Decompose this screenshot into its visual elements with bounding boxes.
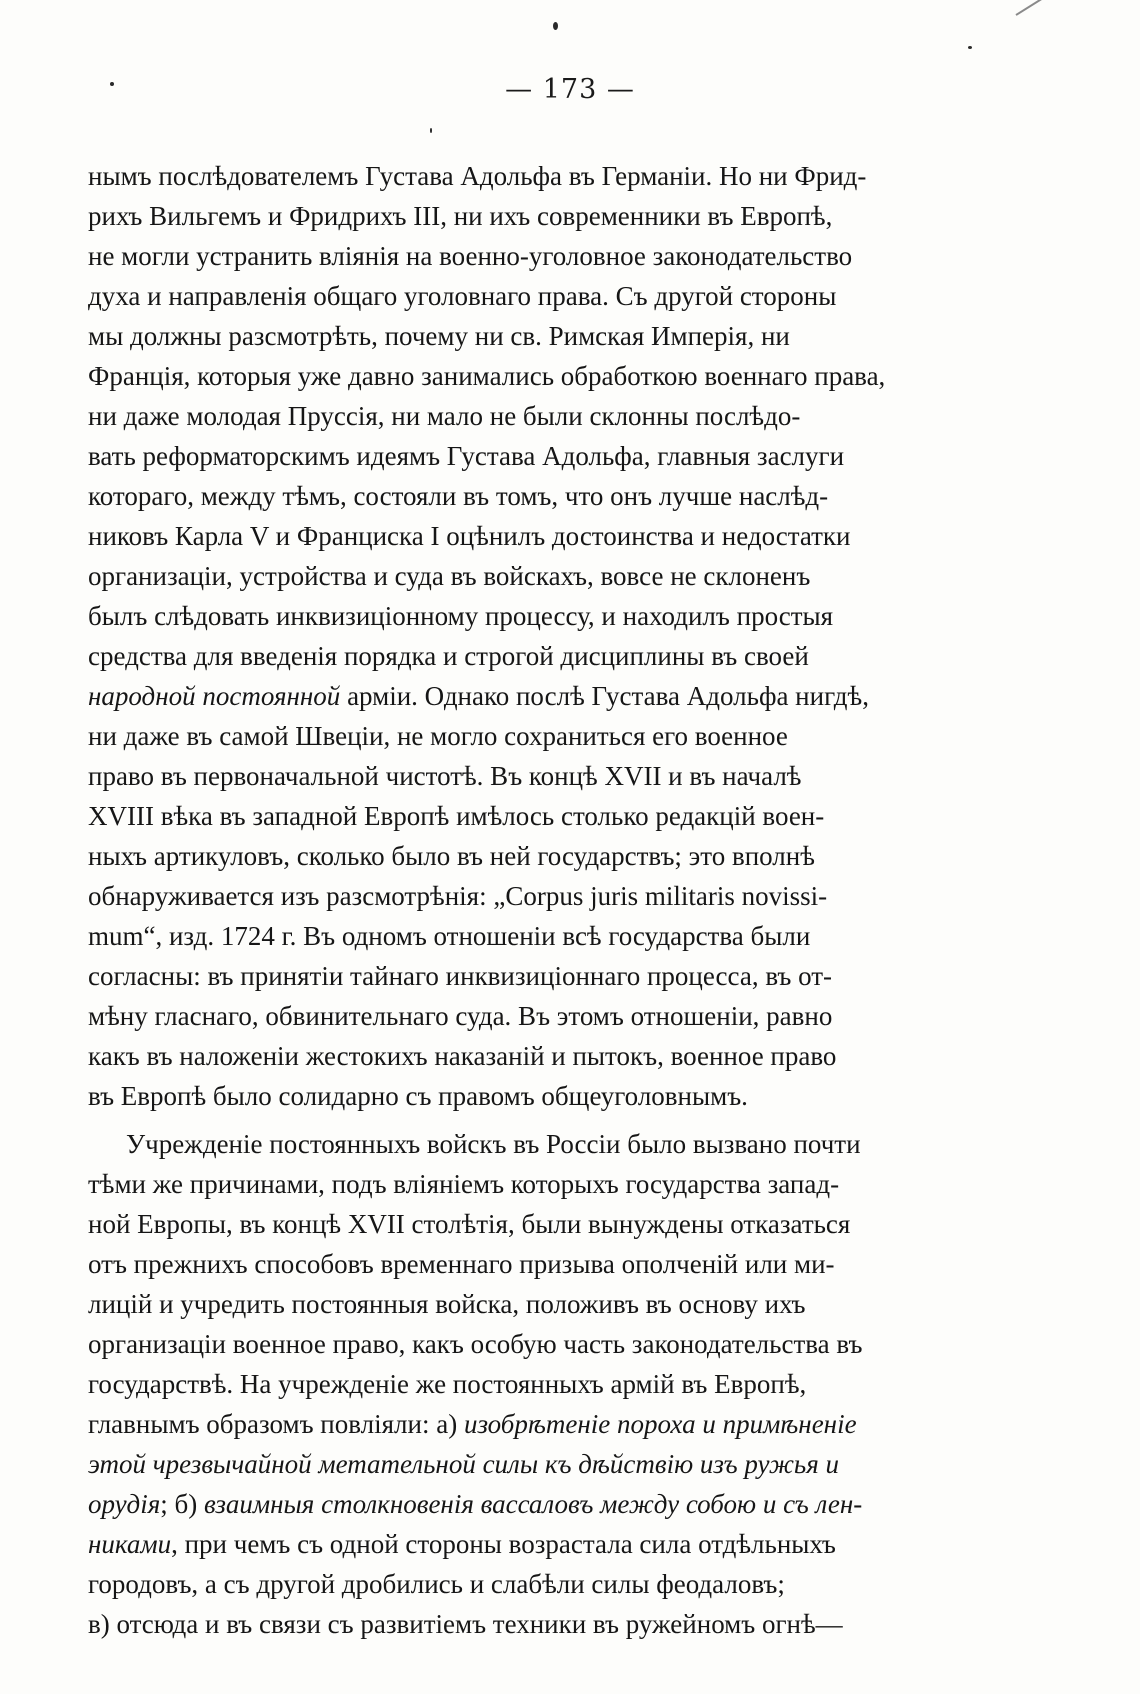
italic-phrase: народной постоянной [88,681,341,711]
scan-speck [968,46,972,49]
text-line: право въ первоначальной чистотѣ. Въ концѣ XVII и въ началѣ [88,761,802,791]
text-line: нымъ послѣдователемъ Густава Адольфа въ Германіи. Но ни Фрид- [88,161,867,191]
text-line: городовъ, а съ другой дробились и слабѣли силы феодаловъ; [88,1569,785,1599]
text-line [88,676,1040,716]
italic-phrase: орудія [88,1489,161,1519]
text-fragment: ; б) [160,1489,198,1519]
text-line: ныхъ артикуловъ, сколько было въ ней государствъ; это вполнѣ [88,841,815,871]
text-line: мы должны разсмотрѣть, почему ни св. Римская Имперія, ни [88,321,790,351]
paragraph-gap [88,1116,1040,1124]
text-line: средства для введенія порядка и строгой дисциплины въ своей [88,641,809,671]
text-line [88,1404,1040,1444]
text-line: согласны: въ принятіи тайнаго инквизиціоннаго процесса, въ от- [88,961,833,991]
scan-speck [430,128,432,133]
italic-phrase: изобрѣтеніе пороха и примѣненіе [463,1409,857,1439]
italic-phrase: этой чрезвычайной метательной силы къ дѣйствію изъ ружья и [88,1449,840,1479]
text-line: организаціи военное право, какъ особую часть законодательства въ [88,1329,863,1359]
text-fragment: главнымъ образомъ повліяли: а) [88,1409,458,1439]
text-line: государствѣ. На учрежденіе же постоянныхъ армій въ Европѣ, [88,1369,807,1399]
text-line: ни даже молодая Пруссія, ни мало не были склонны послѣдо- [88,401,801,431]
text-line: какъ въ наложеніи жестокихъ наказаній и пытокъ, военное право [88,1041,837,1071]
text-line: обнаруживается изъ разсмотрѣнія: „Corpus juris militaris novissi- [88,881,828,911]
text-fragment: , при чемъ съ одной стороны возрастала сила отдѣльныхъ [171,1529,836,1559]
text-line: мѣну гласнаго, обвинительнаго суда. Въ этомъ отношеніи, равно [88,1001,833,1031]
text-line: вать реформаторскимъ идеямъ Густава Адольфа, главныя заслуги [88,441,845,471]
italic-phrase: никами [88,1529,172,1559]
text-line: духа и направленія общаго уголовнаго права. Съ другой стороны [88,281,837,311]
text-line [88,1444,1040,1484]
text-line: в) отсюда и въ связи съ развитіемъ техники въ ружейномъ огнѣ— [88,1609,843,1639]
text-line: не могли устранить влiянія на военно-уголовное законодательство [88,241,853,271]
page-number: — 173 — [505,74,635,105]
text-line: никовъ Карла V и Франциска I оцѣнилъ достоинства и недостатки [88,521,851,551]
text-line: ни даже въ самой Швеціи, не могло сохраниться его военное [88,721,788,751]
text-line: въ Европѣ было солидарно съ правомъ общеуголовнымъ. [88,1081,748,1111]
text-line: ной Европы, въ концѣ XVII столѣтія, были вынуждены отказаться [88,1209,851,1239]
text-line: котораго, между тѣмъ, состояли въ томъ, что онъ лучше наслѣд- [88,481,829,511]
text-line [88,1524,1040,1564]
text-line: mum“, изд. 1724 г. Въ одномъ отношеніи всѣ государства были [88,921,811,951]
text-line: отъ прежнихъ способовъ временнаго призыва ополченій или ми- [88,1249,835,1279]
text-line: тѣми же причинами, подъ вліяніемъ которыхъ государства запад- [88,1169,840,1199]
scan-speck [553,22,558,30]
body-text [88,156,1040,1644]
text-line: лицій и учредить постоянныя войска, положивъ въ основу ихъ [88,1289,806,1319]
text-line: Учрежденіе постоянныхъ войскъ въ Россіи было вызвано почти [126,1129,861,1159]
scan-scratch [1015,0,1065,16]
text-line: рихъ Вильгемъ и Фридрихъ III, ни ихъ современники въ Европѣ, [88,201,833,231]
text-fragment: армiи. Однако послѣ Густава Адольфа нигдѣ, [347,681,869,711]
text-line [88,1484,1040,1524]
italic-phrase: взаимныя столкновенія вассаловъ между собою и съ лен- [204,1489,863,1519]
text-line: организаціи, устройства и суда въ войскахъ, вовсе не склоненъ [88,561,811,591]
text-line: былъ слѣдовать инквизиціонному процессу, и находилъ простыя [88,601,834,631]
text-line: Франція, которыя уже давно занимались обработкою военнаго права, [88,361,886,391]
text-line: XVIII вѣка въ западной Европѣ имѣлось столько редакцій воен- [88,801,825,831]
